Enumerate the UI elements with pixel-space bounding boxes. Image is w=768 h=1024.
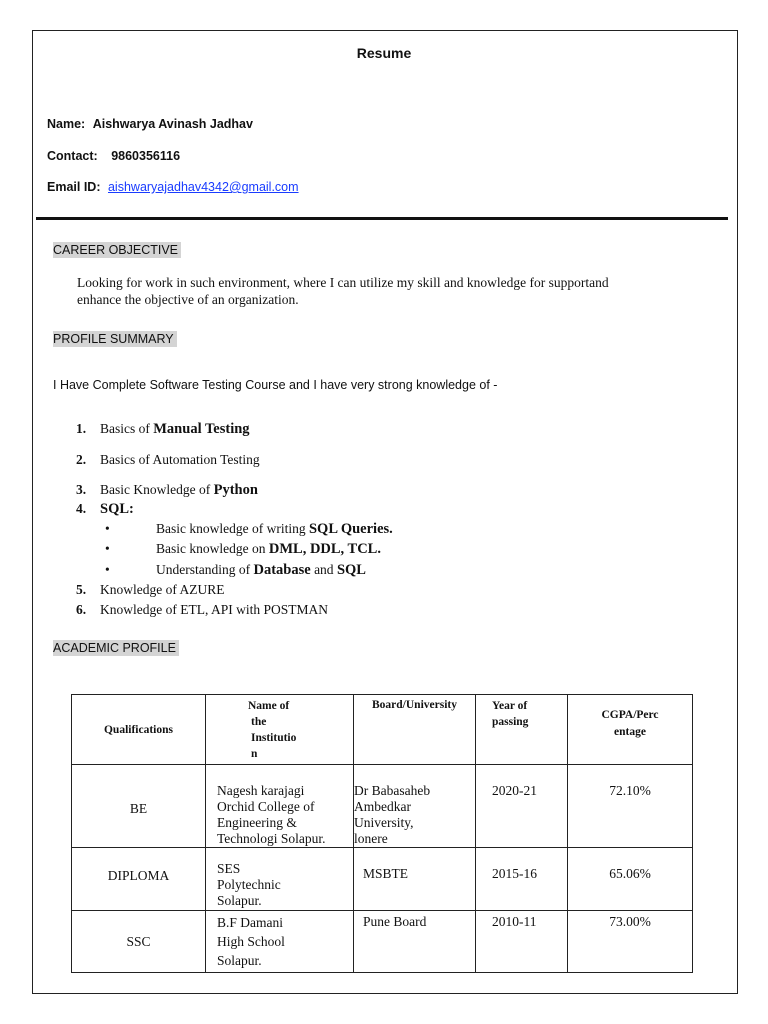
sub-text: and [310,562,337,577]
email-label: Email ID: [47,180,101,194]
sql-subitem-text [156,562,366,579]
cell-line: University, [354,815,414,830]
list-text: Knowledge of ETL, API with POSTMAN [100,602,328,617]
cell-line: Ambedkar [354,799,411,814]
page-title: Resume [356,45,412,61]
career-line-2: enhance the objective of an organization. [77,292,299,307]
sub-bold: Database [253,562,311,578]
academic-table [71,694,693,973]
sql-subitem [0,521,768,539]
list-item [76,501,134,518]
sub-bold: SQL [336,562,366,578]
cell-cgpa: 72.10% [568,765,693,848]
table-row [72,848,693,911]
header-board: Board/University [354,695,476,765]
contact-number: 9860356116 [111,149,181,163]
list-item [76,452,260,468]
cell-line: MSBTE [363,866,409,881]
cell-line: lonere [354,831,388,846]
sql-subitem [0,541,768,559]
bullet: • [105,562,110,577]
email-line [47,180,299,194]
sql-subitem [0,562,768,580]
header-text: Institutio [251,732,297,744]
sub-bold: DML, DDL, TCL. [268,541,381,557]
list-text: Knowledge of AZURE [100,582,225,597]
sub-text: Basic knowledge on [156,541,269,556]
career-line-1: Looking for work in such environment, where I can utilize my skill and knowledge for supportand [77,275,609,290]
list-bold-text: Python [213,482,258,498]
list-text: Basics of Automation Testing [100,452,260,467]
list-item [76,482,258,499]
sql-subitem-text [156,521,393,538]
header-text: n [251,748,258,760]
header-text: passing [492,716,529,728]
cell-cgpa: 65.06% [568,848,693,911]
academic-profile-heading: ACADEMIC PROFILE [53,640,179,656]
header-year [476,695,568,765]
list-number: 1. [76,421,87,436]
cell-year: 2020-21 [476,765,568,848]
cell-board [354,765,476,848]
cell-year: 2010-11 [476,911,568,973]
header-text: the [251,716,267,728]
cell-board [354,848,476,911]
profile-summary-intro: I Have Complete Software Testing Course and I have very strong knowledge of - [53,378,498,392]
cell-year: 2015-16 [476,848,568,911]
list-item [76,602,328,618]
list-bold-text: Manual Testing [153,421,250,437]
table-row [72,765,693,848]
list-text: Basic Knowledge of [100,482,214,497]
cell-line: Pune Board [363,914,427,929]
candidate-name: Aishwarya Avinash Jadhav [92,117,253,131]
list-number: 3. [76,482,87,497]
cell-qualification: SSC [72,911,206,973]
cell-institution [206,848,354,911]
cell-line: Dr Babasaheb [354,783,431,798]
header-divider [36,217,728,220]
header-qualifications: Qualifications [72,695,206,765]
bullet: • [105,521,110,536]
cell-line: SES [217,861,241,876]
header-text: Year of [492,700,528,712]
career-objective-heading: CAREER OBJECTIVE [53,242,181,258]
cell-institution [206,911,354,973]
name-label: Name: [47,117,86,131]
list-number: 4. [76,501,87,516]
cell-qualification: DIPLOMA [72,848,206,911]
header-text: CGPA/Perc [601,709,659,721]
cell-line: Solapur. [217,893,262,908]
cell-line: B.F Damani [217,915,283,930]
career-objective-text [77,274,697,308]
cell-institution [206,765,354,848]
list-number: 2. [76,452,87,467]
header-text: Name of [248,700,290,712]
list-text: Basics of [100,421,154,436]
list-bold-text: SQL: [100,501,134,517]
sub-text: Basic knowledge of writing [156,521,309,536]
list-number: 6. [76,602,87,617]
list-item [76,582,224,598]
cell-line: Nagesh karajagi [217,783,305,798]
sub-bold: SQL Queries. [308,521,393,537]
header-cgpa [568,695,693,765]
list-item [76,421,250,438]
profile-summary-heading: PROFILE SUMMARY [53,331,177,347]
cell-line: Orchid College of [217,799,315,814]
table-row [72,911,693,973]
sub-text: Understanding of [156,562,254,577]
cell-line: High School [217,934,285,949]
bullet: • [105,541,110,556]
contact-label: Contact: [47,149,98,163]
contact-line [47,149,180,163]
cell-board [354,911,476,973]
list-number: 5. [76,582,87,597]
table-header-row [72,695,693,765]
cell-line: Polytechnic [217,877,281,892]
header-institution [206,695,354,765]
name-line [47,117,253,131]
cell-line: Technologi Solapur. [217,831,326,846]
header-text: entage [614,726,646,738]
sql-subitem-text [156,541,381,558]
email-link[interactable]: aishwaryajadhav4342@gmail.com [107,180,299,194]
cell-line: Engineering & [217,815,297,830]
cell-cgpa: 73.00% [568,911,693,973]
cell-qualification: BE [72,765,206,848]
cell-line: Solapur. [217,953,262,968]
